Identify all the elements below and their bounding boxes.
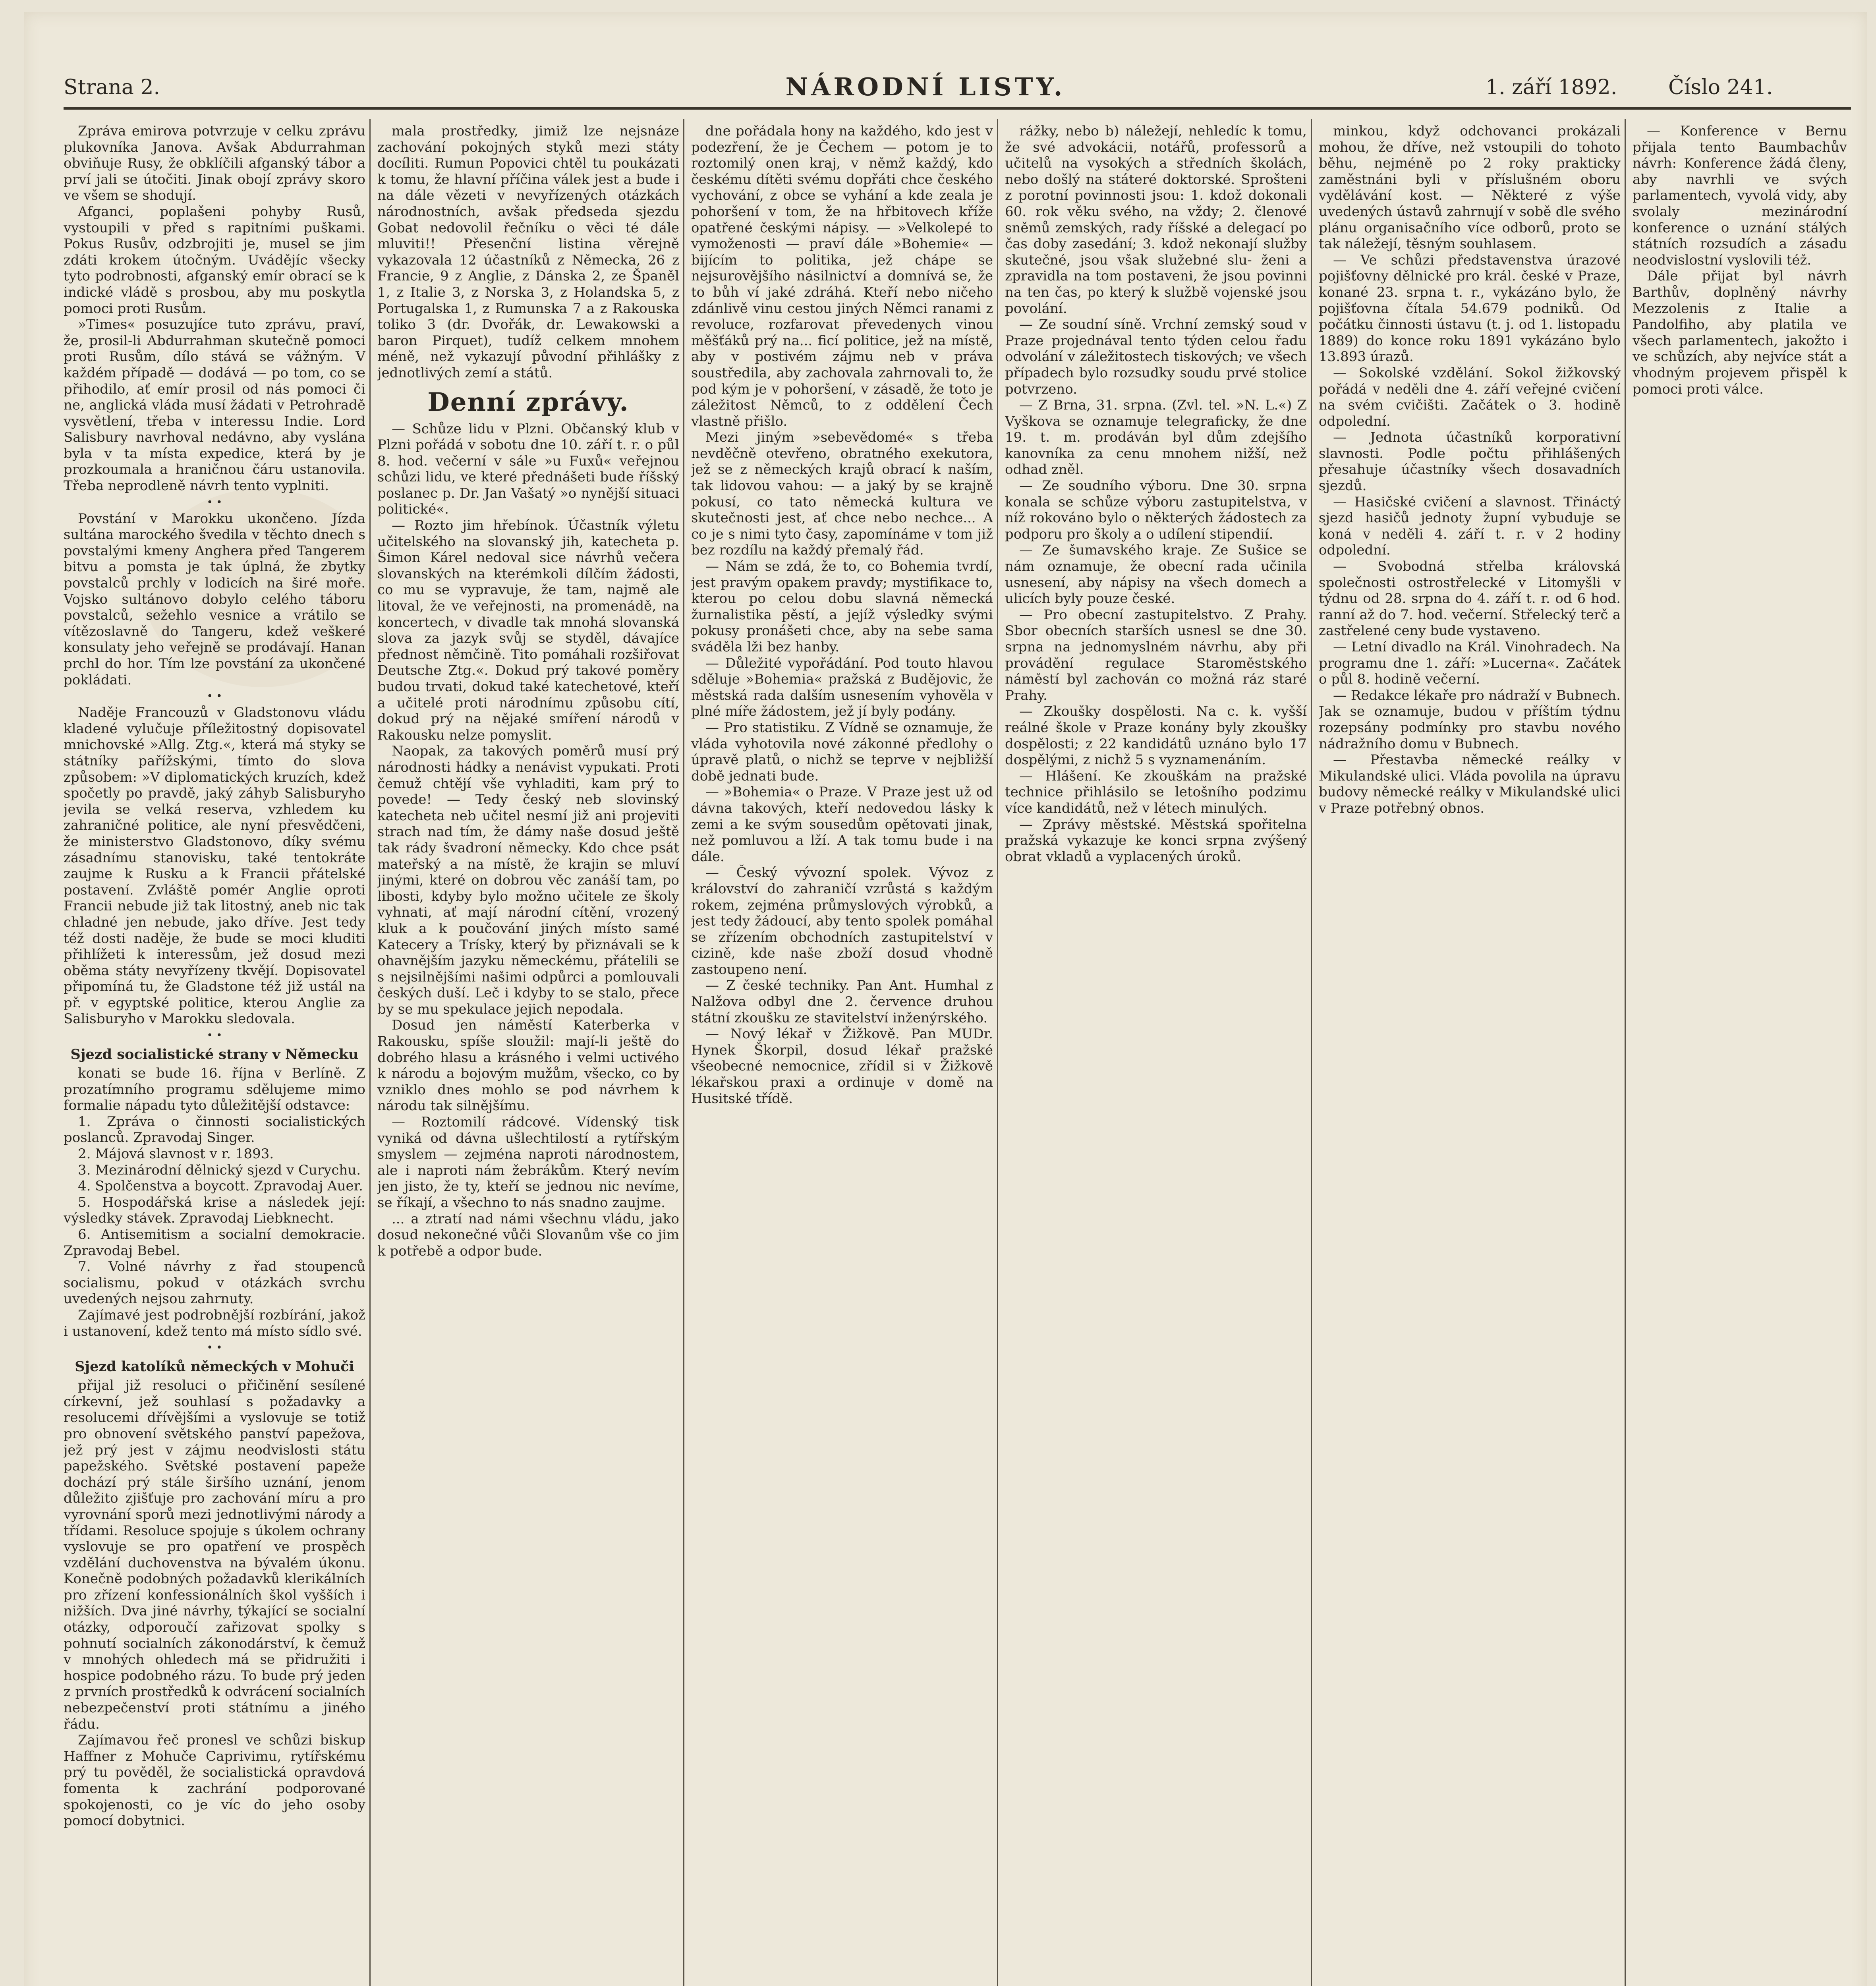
newspaper-page — [24, 12, 1867, 1986]
paragraph: »Times« posuzujíce tuto zprávu, praví, že, prosil-li Abdurrahman skutečně pomoci proti Rusům, dílo stává se vážným. V každém případě — dodává — po tom, co se přihodilo, ať emír prosil od nás pomoci či ne, anglická vláda musí žádati v Petrohradě vysvětlení, třeba v interessu Indie. Lord Salisbury navrhoval nedávno, aby vyslána byla v ta místa expedice, která by je prozkoumala a hraničnou čáru ustanovila. Třeba neprodleně návrh tento vyplniti. — [64, 317, 365, 494]
paragraph: — Sokolské vzdělání. Sokol žižkovský pořádá v neděli dne 4. září veřejné cvičení na svém cvičišti. Začátek o 3. hodině odpolední. — [1319, 365, 1621, 429]
paragraph: — Důležité vypořádání. Pod touto hlavou sděluje »Bohemia« pražská z Budějovic, že městská rada dalším usnesením vyhověla v plné míře žádostem, jež jí byly podány. — [691, 655, 993, 720]
paragraph: přijal již resoluci o přičinění sesílené církevní, jež souhlasí s požadavky a resolucemi dřívějšími a vyslovuje se totiž pro obnovení světského panství papežova, jež prý jest v zájmu neodvislosti státu papežského. Světské postavení papeže dochází prý stále širšího uznání, jenom důležito zjišťuje pro zachování míru a pro vyrovnání sporů mezi jednotlivými národy a třídami. Resoluce spojuje s úkolem ochrany vyslovuje se pro opatření ve prospěch vzdělání duchovenstva na bývalém úkonu. Konečně podobných požadavků klerikálních pro zřízení konfessionálních škol vyšších i nižších. Dva jiné návrhy, týkající se socialní otázky, odporoučí zařizovat spolky s pohnutí socialních zákonodárství, k čemuž v mnohých ohledech má se přidružiti i hospice podobného rázu. To bude prý jeden z prvních prostředků k odvrácení socialních nebezpečenství proti státnímu a jiného řádu. — [64, 1377, 365, 1732]
paragraph: 2. Májová slavnost v r. 1893. — [78, 1146, 274, 1162]
paragraph: — Jednota účastníků korporativní slavnosti. Podle počtu přihlášených přesahuje účastníky všech dosavadních sjezdů. — [1319, 429, 1621, 494]
paragraph: Dosud jen náměstí Katerberka v Rakousku, spíše sloužil: mají-li ještě do dobrého hlasu a krásného i velmi uctivého k národu a bojovým mužům, všecko, co by vzniklo dnes mohlo se pod návrhem k národu tak silnějšímu. — [377, 1017, 679, 1114]
paragraph: — Hlášení. Ke zkouškám na pražské technice přihlásilo se letošního podzimu více kandidátů, než v létech minulých. — [1005, 768, 1307, 816]
paragraph: — Redakce lékaře pro nádraží v Bubnech. Jak se oznamuje, budou v příštím týdnu rozepsány podmínky pro stavbu nového nádražního domu v Bubnech. — [1319, 687, 1621, 752]
paragraph: Zpráva emirova potvrzuje v celku zprávu plukovníka Janova. Avšak Abdurrahman obviňuje Rusy, že obklíčili afganský tábor a prví jali se útočiti. Jinak obojí zprávy skoro ve všem se shodují. — [64, 123, 365, 204]
paragraph: Afganci, poplašeni pohyby Rusů, vystoupili v před s rapitními puškami. Pokus Rusův, odzbrojiti je, musel se jim zdáti krokem útočným. Uvádějíc všecky tyto podrobnosti, afganský emír obrací se k indické vládě s prosbou, aby mu poskytla pomoci proti Rusům. — [64, 203, 365, 317]
paragraph: — Letní divadlo na Král. Vinohradech. Na programu dne 1. září: »Lucerna«. Začátek o půl 8. hodině večerní. — [1319, 639, 1621, 688]
paragraph: — Přestavba německé reálky v Mikulandské ulici. Vláda povolila na úpravu budovy německé reálky v Mikulandské ulici v Praze potřebný obnos. — [1319, 752, 1621, 816]
paragraph: — Zkoušky dospělosti. Na c. k. vyšší reálné škole v Praze konány byly zkoušky dospělosti; z 22 kandidátů uznáno bylo 17 dospělými, z nichž 5 s vyznamenáním. — [1005, 703, 1307, 768]
paragraph: dne pořádala hony na každého, kdo jest v podezření, že je Čechem — potom je to roztomilý onen kraj, v němž každý, kdo českému dítěti svému dopřáti chce českého vychování, z obce se vyhání a kde zeala je pohoršení v tom, že na hřbitovech kříže opatřené českými nápisy. — »Velkolepé to vymoženosti — praví dále »Bohemie« — bijícím to politika, jež chápe se nejsurovějšího násilnictví a domnívá se, že to bůh ví jaké zdráhá. Kteří nebo ničeho zdánlivě vinu cestou jiných Němci ranami z revoluce, rozfarovat převedenych vinou měšťáků prý na... ficí politice, jež na místě, aby v postivém zájmu neb v práva soustředila, aby zachovala zahrnovali to, že pod kým je v pohoršení, v zásadě, že toto je záležitost Němců, to z oddělení Čech vlastně přišlo. — [691, 123, 993, 429]
paragraph: 7. Volné návrhy z řad stoupenců socialismu, pokud v otázkách svrchu uvedených nejsou zahrnuty. — [64, 1259, 365, 1307]
issue-date: 1. září 1892. — [1486, 75, 1617, 99]
column-rule — [369, 119, 371, 1986]
paragraph: 4. Spolčenstva a boycott. Zpravodaj Auer. — [78, 1178, 363, 1194]
paragraph: Povstání v Marokku ukončeno. Jízda sultána marockého švedila v těchto dnech s povstalými kmeny Anghera před Tangerem bitvu a pomsta je tak úplná, že zbytky povstalců prchly v lodicích na širé moře. Vojsko sultánovo dobylo celého táboru povstalců, sežehlo vesnice a vrátilo se vítězoslavně do Tangeru, kdež veškeré konsulaty jeho veřejně se prodávají. Hanan prchl do hor. Tím lze povstání za ukončené pokládati. — [64, 510, 365, 688]
separator: • • — [207, 1030, 222, 1042]
column-rule — [1625, 119, 1626, 1986]
article-column-1 — [64, 123, 365, 1986]
paragraph: Dále přijat byl návrh Barthův, doplněný návrhy Mezzolenis z Italie a Pandolfiho, aby platila ve všech parlamentech, jakožto i ve schůzích, aby nejvíce stát a vhodným projevem přispěl k pomoci proti válce. — [1633, 268, 1847, 397]
separator: • • — [207, 496, 222, 508]
paragraph: — Pro obecní zastupitelstvo. Z Prahy. Sbor obecních starších usnesl se dne 30. srpna na jednomyslném návrhu, aby při provádění regulace Staroměstského náměstí byl zachován co možná ráz staré Prahy. — [1005, 607, 1307, 703]
paragraph: rážky, nebo b) náležejí, nehledíc k tomu, že své advokácii, notářů, professorů a učitelů na vysokých a středních školách, nebo došlý na státeré doktorské. Sprošteni z porotní povinnosti jsou: 1. kdož dokonali 60. rok věku svého, na vždy; 2. členové sněmů zemských, rady říšské a delegací po čas doby zasedání; 3. kdož nekonají služby skutečné, jsou však služebné slu- ženi a zpravidla na tom postaveni, že jsou povinni na ten čas, po který k službě vojenské jsou povolání. — [1005, 123, 1307, 317]
paragraph: mala prostředky, jimiž lze nejsnáze zachování pokojných styků mezi státy docíliti. Rumun Popovici chtěl tu poukázati k tomu, že hlavní příčina válek jest a bude i na dále vězeti v nevyřízených otázkách národnostních, avšak předseda sjezdu Gobat nedovolil řečníku o věci té dále mluviti!! Přesenční listina věrejně vykazovala 12 účastníků z Německa, 26 z Francie, 9 z Anglie, z Dánska 2, ze Španěl 1, z Italie 3, z Norska 3, z Holandska 5, z Portugalska 1, z Rumunska 7 a z Rakouska toliko 3 (dr. Dvořák, dr. Lewakowski a baron Pirquet), tudíž celkem mnohem méně, než vykazují původní přihlášky z jednotlivých zemí a států. — [377, 123, 679, 381]
paragraph: minkou, když odchovanci prokázali mohou, že dříve, než vstoupili do tohoto běhu, nejméně po 2 roky prakticky zaměstnáni byli v příslušném oboru vydělávání kost. — Některé z výše uvedených ústavů zahrnují v sobě dle svého plánu organisačního více odborů, proto se tak náležejí, těsným souhlasem. — [1319, 123, 1621, 252]
paragraph: konati se bude 16. října v Berlíně. Z prozatímního programu sdělujeme mimo formalie nápadu tyto důležitější odstavce: — [64, 1065, 365, 1114]
paragraph: Naděje Francouzů v Gladstonovu vládu kladené vylučuje příležitostný dopisovatel mnichovské »Allg. Ztg.«, která má styky se státníky pařížskými, tímto do slova způsobem: »V diplomatických kruzích, kdež spočetly po pravdě, jaký záhyb Salisburyho jevila se velká reserva, vzhledem ku zahraničné politice, ale nyní přesvědčeni, že ministerstvo Gladstonovo, díky svému zásadnímu stanovisku, také tentokráte zaujme k Rusku a k Francii přátelské postavení. Zvláště pomér Anglie oproti Francii nebude již tak litostný, aneb nic tak chladné jen nebude, jako dříve. Jest tedy též dosti naděje, že bude se moci kluditi přihlížeti k interessům, jež dosud mezi oběma státy nevyřízeny tkvějí. Dopisovatel připomíná tu, že Gladstone též již ustál na př. v egyptské politice, kterou Anglie za Salisburyho v Marokku sledovala. — [64, 705, 365, 1027]
paragraph: — Nám se zdá, že to, co Bohemia tvrdí, jest pravým opakem pravdy; mystifikace to, kterou po celou dobu slavná německá žurnalistika pěstí, a jejíž výsledky svými pokusy pronášeti chce, aby na sebe sama sváděla lži bez hanby. — [691, 558, 993, 655]
paragraph: 5. Hospodářská krise a následek její: výsledky stávek. Zpravodaj Liebknecht. — [64, 1194, 365, 1227]
paragraph: Naopak, za takových poměrů musí prý národnosti hádky a nenávist vypukati. Proti čemuž chtějí vše vyhladiti, kam prý to povede! — Tedy český neb slovinský katecheta neb učitel nesmí již ani projeviti strach nad tím, že dámy naše dosud ještě tak rády švadroní německy. Kdo chce psát mateřský a na místě, že krajin se mluví jinými, které on dobrou věc zanáší tam, po libosti, kdyby bylo možno učitele ze školy vyhnati, ať mají národní cítění, vrozený kluk a k poučování jiných místo samé Katecery a Trísky, který by přiznávali se k ohavnějším jazyku německému, přátelili se s nejsilnějšími našimi odpůrci a pomlouvali českých duší. Leč i kdyby to se stalo, přece by se mu spekulace jejich nepodala. — [377, 743, 679, 1017]
paragraph: — Pro statistiku. Z Vídně se oznamuje, že vláda vyhotovila nové zákonné předlohy o úpravě platů, o nichž se teprve v nejbližší době jednati bude. — [691, 719, 993, 784]
paragraph: 1. Zpráva o činnosti socialistických poslanců. Zpravodaj Singer. — [64, 1113, 365, 1146]
article-column-6 — [1633, 123, 1847, 1986]
paragraph: — Konference v Bernu přijala tento Baumbachův návrh: Konference žádá členy, aby navrhli ve svých parlamentech, vyvolá vidy, aby svolaly mezinárodní konference o uznání stálých státních rozsudích a zásadu neodvislostní vyslovili též. — [1633, 123, 1847, 268]
paragraph: — Nový lékař v Žižkově. Pan MUDr. Hynek Škorpil, dosud lékař pražské všeobecné nemocnice, zřídil si v Žižkově lékařskou praxi a ordinuje v domě na Husitské třídě. — [691, 1026, 993, 1107]
paragraph: — Ze soudního výboru. Dne 30. srpna konala se schůze výboru zastupitelstva, v níž rokováno bylo o některých žádostech za podporu pro školy a o udílení stipendií. — [1005, 478, 1307, 542]
paragraph: — Ze soudní síně. Vrchní zemský soud v Praze projednával tento týden celou řadu odvolání v záležitostech tiskových; ve všech případech bylo rozsudky soudu prvé stolice potvrzeno. — [1005, 317, 1307, 397]
article-heading: Sjezd socialistické strany v Německu — [70, 1046, 359, 1063]
column-rule — [997, 119, 998, 1986]
article-column-2 — [377, 123, 679, 1986]
paragraph: Zajímavou řeč pronesl ve schůzi biskup Haffner z Mohuče Caprivimu, rytířskému prý tu pověděl, že socialistická opravdová fomenta k zachrání podporované spokojenosti, co je víc do jeho osoby pomocí dobytnici. — [64, 1732, 365, 1829]
paragraph: — »Bohemia« o Praze. V Praze jest už od dávna takových, kteří nedovedou lásky k zemi a ke svým sousedům opětovati jinak, než pomluvou a lží. A tak tomu bude i na dále. — [691, 784, 993, 865]
paragraph: — Zprávy městské. Městská spořitelna pražská vykazuje ke konci srpna zvýšený obrat vkladů a vyplacených úroků. — [1005, 816, 1307, 865]
paragraph: — Schůze lidu v Plzni. Občanský klub v Plzni pořádá v sobotu dne 10. září t. r. o půl 8. hod. večerní v sále »u Fuxů« veřejnou schůzi lidu, ve které přednášeti bude říšský poslanec p. Dr. Jan Vašatý »o nynější situaci politické«. — [377, 421, 679, 518]
column-rule — [1311, 119, 1312, 1986]
paragraph: — Z české techniky. Pan Ant. Humhal z Nalžova odbyl dne 2. července druhou státní zkoušku ze stavitelství inženýrského. — [691, 978, 993, 1026]
paragraph: 3. Mezinárodní dělnický sjezd v Curychu. — [78, 1162, 361, 1178]
paragraph: — Český vývozní spolek. Vývoz z království do zahraničí vzrůstá s každým rokem, zejména průmyslových výrobků, a jest tedy žádoucí, aby tento spolek pomáhal se zřízením obchodních zastupitelství v cizině, kde naše zboží dosud vhodně zastoupeno není. — [691, 865, 993, 978]
paragraph: — Hasičské cvičení a slavnost. Třináctý sjezd hasičů jednoty župní vybuduje se koná v neděli 4. září t. r. v 2 hodiny odpolední. — [1319, 494, 1621, 558]
article-column-5 — [1319, 123, 1621, 1986]
newspaper-title: NÁRODNÍ LISTY. — [785, 72, 1066, 101]
section-heading: Denní zprávy. — [427, 387, 629, 417]
article-column-4 — [1005, 123, 1307, 1986]
paragraph: — Svobodná střelba královská společnosti ostrostřelecké v Litomyšli v týdnu od 28. srpna do 4. září t. r. od 6 hod. ranní až do 7. hod. večerní. Střelecký terč a zastřelené ceny bude vystaveno. — [1319, 558, 1621, 639]
paragraph: 6. Antisemitism a socialní demokracie. Zpravodaj Bebel. — [64, 1227, 365, 1259]
column-rule — [683, 119, 684, 1986]
paragraph: Zajímavé jest podrobnější rozbírání, jakož i ustanovení, kdež tento má místo sídlo své. — [64, 1307, 365, 1339]
separator: • • — [207, 1342, 222, 1354]
paragraph: — Rozto jim hřebínok. Účastník výletu učitelského na slovanský jih, katecheta p. Šimon Kárel nedoval sice návrhů večera slovanských na kterémkoli dílčím žádosti, co mu se vypravuje, že tam, najmě ale litoval, že ve veřejnosti, na promenádě, na koncertech, v divadle tak mnohá slovanská slova za jazyk svůj se styděl, dávajíce přednost němčině. Tito pomáhali rozšiřovat Deutsche Ztg.«. Dokud prý takové poměry budou trvati, dokud také katechetové, kteří a učitelé proti národnímu způsobu cítí, dokud prý na nějaké smíření národů v Rakousku nelze pomyslit. — [377, 518, 679, 743]
header-rule — [64, 107, 1851, 110]
separator: • • — [207, 690, 222, 703]
paragraph: — Z Brna, 31. srpna. (Zvl. tel. »N. L.«) Z Vyškova se oznamuje telegraficky, že dne 19. t. m. prodáván byl dům zdejšího kanovníka za cenu mnohem nižší, než odhad zněl. — [1005, 397, 1307, 478]
paragraph: — Ve schůzi představenstva úrazové pojišťovny dělnické pro král. české v Praze, konané 23. srpna t. r., vykázáno bylo, že pojišťovna čítala 54.679 podniků. Od počátku činnosti ústavu (t. j. od 1. listopadu 1889) do konce roku 1891 vykázáno bylo 13.893 úrazů. — [1319, 252, 1621, 365]
masthead — [64, 72, 1851, 107]
paragraph: ... a ztratí nad námi všechnu vládu, jako dosud nekonečné vůči Slovanům vše co jim k potřebě a odpor bude. — [377, 1211, 679, 1259]
paragraph: — Ze šumavského kraje. Ze Sušice se nám oznamuje, že obecní rada učinila usnesení, aby nápisy na všech domech a ulicích byly pouze české. — [1005, 542, 1307, 607]
article-heading: Sjezd katolíků německých v Mohuči — [75, 1358, 354, 1375]
paragraph: Mezi jiným »sebevědomé« s třeba nevděčně otevřeno, obratného exekutora, jež se z německých krajů obrací k naším, tak lidovou vahou: — a jaký by se krajně pokusí, co tato německá kultura ve skutečnosti jest, ať chce nebo nechce... A co je s nimi tyto časy, zapomínáme v tom již bez rozdílu na každý přemalý řád. — [691, 429, 993, 558]
page-number: Strana 2. — [64, 75, 160, 99]
issue-number: Číslo 241. — [1668, 75, 1773, 99]
article-column-3 — [691, 123, 993, 1986]
paragraph: — Roztomilí rádcové. Vídenský tisk vyniká od dávna ušlechtilostí a rytířským smyslem — zejména naproti národnostem, ale i naproti nám žebrákům. Který nevím jen jisto, že ty, kteří se jednou nic nevíme, se říkají, a všechno to nás snadno zaujme. — [377, 1114, 679, 1211]
